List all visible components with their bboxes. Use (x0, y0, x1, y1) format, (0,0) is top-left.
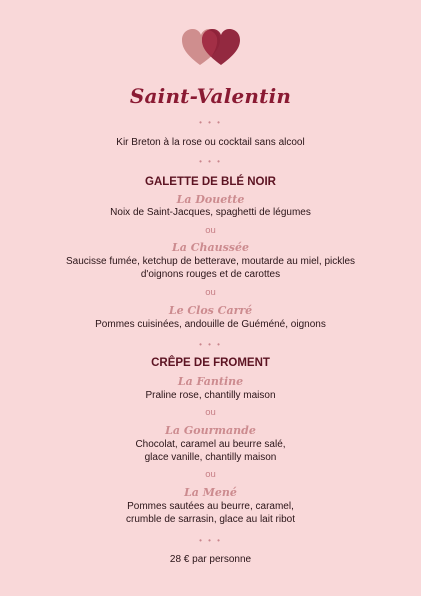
or-separator: ou (205, 287, 216, 298)
dish-desc-la-douette: Noix de Saint-Jacques, spaghetti de légumes (110, 207, 311, 218)
dish-desc-la-mene-line1: Pommes sautées au beurre, caramel, (127, 501, 294, 512)
menu-title: Saint-Valentin (129, 84, 292, 108)
dish-desc-la-chaussee-line2: d'oignons rouges et de carottes (140, 269, 281, 280)
dish-name-le-clos-carre: Le Clos Carré (168, 304, 253, 317)
dish-name-la-douette: La Douette (176, 193, 245, 206)
or-separator: ou (205, 225, 216, 236)
galette-heading: GALETTE DE BLÉ NOIR (145, 176, 276, 188)
dish-desc-la-mene-line2: crumble de sarrasin, glace au lait ribot (126, 514, 295, 525)
separator-dots: • • • (199, 157, 222, 166)
dish-desc-le-clos-carre: Pommes cuisinées, andouille de Guéméné, oignons (95, 319, 326, 330)
separator-dots: • • • (199, 118, 222, 127)
two-hearts-icon (180, 28, 242, 66)
or-separator: ou (205, 407, 216, 418)
crepe-heading: CRÊPE DE FROMENT (151, 357, 270, 369)
price-text: 28 € par personne (169, 554, 252, 565)
or-separator: ou (205, 469, 216, 480)
dish-name-la-mene: La Mené (184, 486, 237, 499)
dish-desc-la-gourmande-line2: glace vanille, chantilly maison (144, 452, 277, 463)
separator-dots: • • • (199, 340, 222, 349)
dish-name-la-gourmande: La Gourmande (165, 424, 256, 437)
dish-desc-la-chaussee-line1: Saucisse fumée, ketchup de betterave, moutarde au miel, pickles (65, 256, 356, 267)
dish-name-la-fantine: La Fantine (177, 375, 244, 388)
separator-dots: • • • (199, 536, 222, 545)
dish-name-la-chaussee: La Chaussée (172, 241, 249, 254)
dish-desc-la-gourmande-line1: Chocolat, caramel au beurre salé, (135, 439, 286, 450)
dish-desc-la-fantine: Praline rose, chantilly maison (145, 390, 276, 401)
aperitif-text: Kir Breton à la rose ou cocktail sans alcool (116, 137, 305, 148)
